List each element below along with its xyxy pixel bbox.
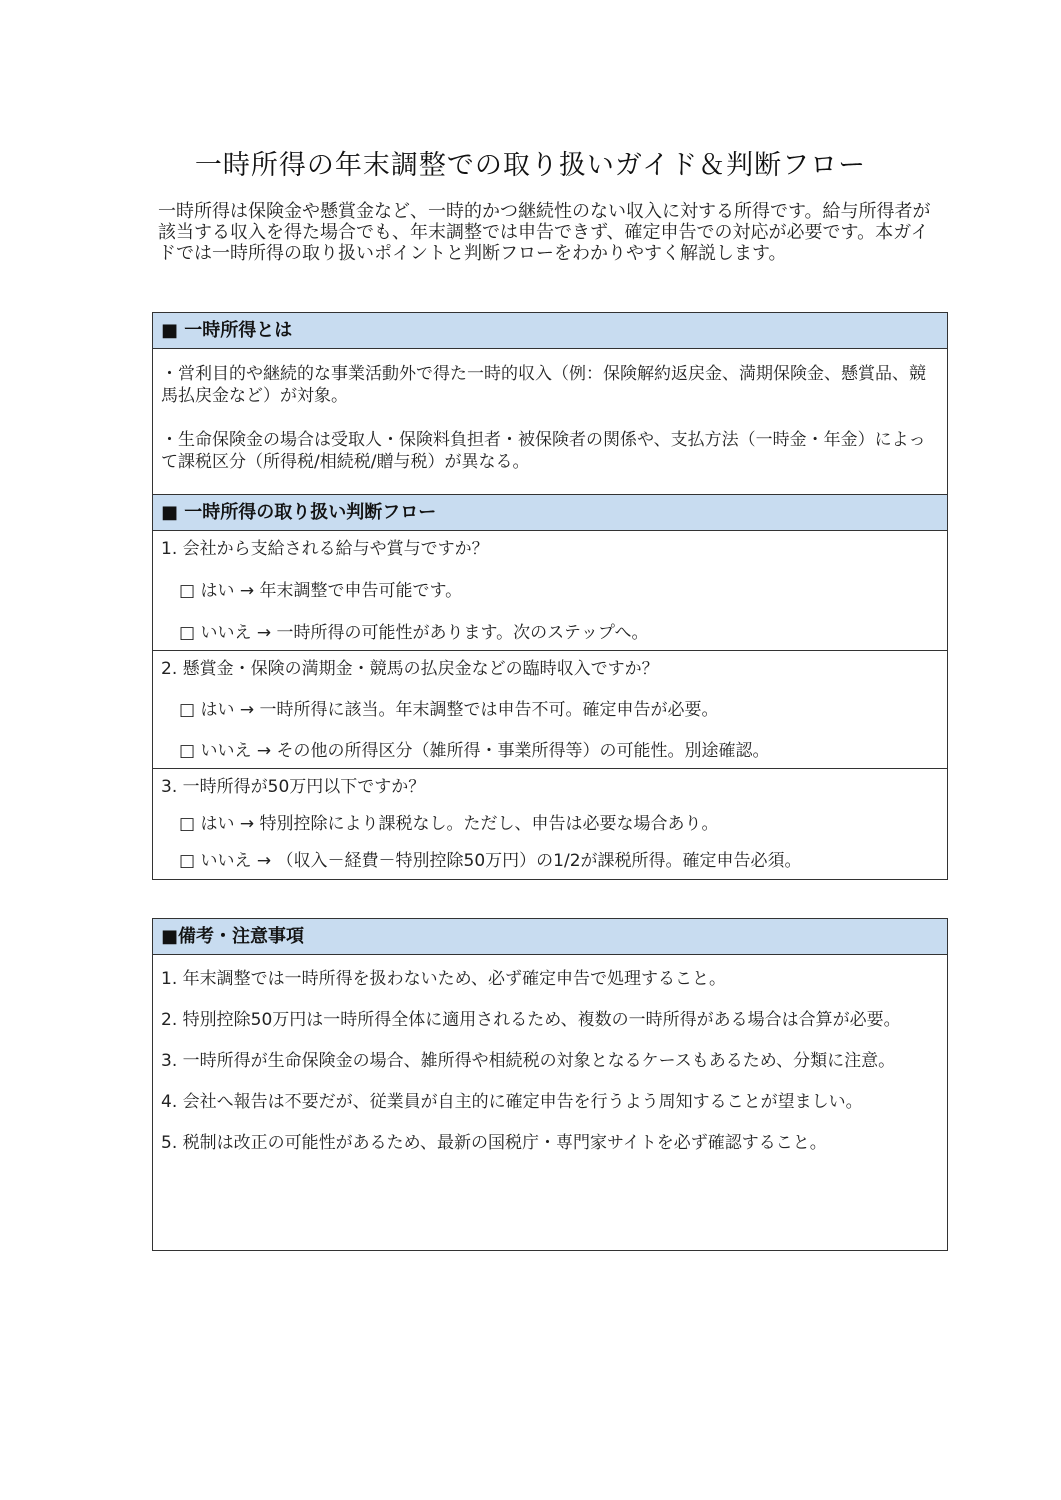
flow-step-2 [153,651,947,769]
note-item: 1. 年末調整では一時所得を扱わないため、必ず確定申告で処理すること。 [161,969,726,989]
notes-body [153,955,947,1164]
definition-body [153,349,947,495]
definition-item: ・生命保険金の場合は受取人・保険料負担者・被保険者の関係や、支払方法（一時金・年金）によって課税区分（所得税/相続税/贈与税）が異なる。 [161,430,926,472]
page-title: 一時所得の年末調整での取り扱いガイド＆判断フロー [194,150,867,181]
intro-paragraph: 一時所得は保険金や懸賞金など、一時的かつ継続性のない収入に対する所得です。給与所得者が該当する収入を得た場合でも、年末調整では申告できず、確定申告での対応が必要です。本ガイドでは一時所得の取り扱いポイントと判断フローをわかりやすく解説します。 [158,201,931,264]
flow-option-no: □ いいえ → （収入－経費－特別控除50万円）の1/2が課税所得。確定申告必須。 [179,851,802,871]
flow-option-yes: □ はい → 年末調整で申告可能です。 [179,581,463,601]
note-item: 2. 特別控除50万円は一時所得全体に適用されるため、複数の一時所得がある場合は合算が必要。 [161,1010,901,1030]
flow-step-1 [153,531,947,651]
definition-heading: ■ 一時所得とは [153,313,947,349]
flow-question: 3. 一時所得が50万円以下ですか？ [161,777,426,797]
note-item: 4. 会社へ報告は不要だが、従業員が自主的に確定申告を行うよう周知することが望ましい。 [161,1092,863,1112]
flow-option-no: □ いいえ → 一時所得の可能性があります。次のステップへ。 [179,623,649,643]
flow-question: 1. 会社から支給される給与や賞与ですか？ [161,539,489,559]
flow-question: 2. 懸賞金・保険の満期金・競馬の払戻金などの臨時収入ですか？ [161,659,659,679]
definition-item: ・営利目的や継続的な事業活動外で得た一時的収入（例：保険解約返戻金、満期保険金、懸賞品、競馬払戻金など）が対象。 [161,364,926,406]
flow-option-yes: □ はい → 一時所得に該当。年末調整では申告不可。確定申告が必要。 [179,700,719,720]
note-item: 3. 一時所得が生命保険金の場合、雑所得や相続税の対象となるケースもあるため、分類に注意。 [161,1051,896,1071]
notes-table [152,918,948,1251]
flow-step-3 [153,769,947,879]
note-item: 5. 税制は改正の可能性があるため、最新の国税庁・専門家サイトを必ず確認すること。 [161,1133,827,1153]
main-table [152,312,948,880]
notes-heading: ■備考・注意事項 [153,919,947,955]
flow-option-yes: □ はい → 特別控除により課税なし。ただし、申告は必要な場合あり。 [179,814,719,834]
flow-option-no: □ いいえ → その他の所得区分（雑所得・事業所得等）の可能性。別途確認。 [179,741,770,761]
flow-heading: ■ 一時所得の取り扱い判断フロー [153,495,947,531]
